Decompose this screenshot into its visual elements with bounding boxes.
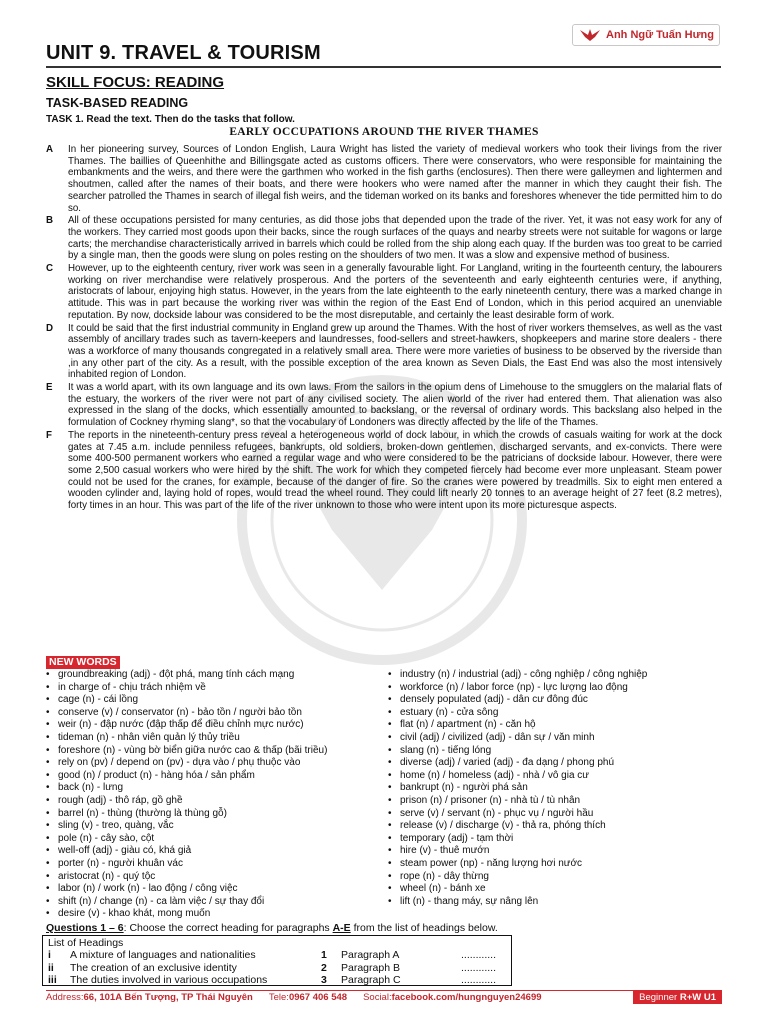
vocab-item: • shift (n) / change (n) - ca làm việc / sự thay đổi bbox=[46, 896, 384, 909]
vocab-item: • densely populated (adj) - dân cư đông đúc bbox=[388, 694, 728, 707]
questions-text-b: from the list of headings below. bbox=[350, 922, 498, 934]
level-text: Beginner bbox=[639, 992, 680, 1003]
paragraph-label: A bbox=[46, 144, 54, 155]
questions-instruction bbox=[46, 922, 498, 934]
vocab-item: • civil (adj) / civilized (adj) - dân sự / văn minh bbox=[388, 732, 728, 745]
brand-name: Anh Ngữ Tuấn Hưng bbox=[606, 29, 714, 41]
new-words-label: NEW WORDS bbox=[46, 656, 120, 669]
vocab-item: • rough (adj) - thô ráp, gồ ghề bbox=[46, 795, 384, 808]
paragraph-label: E bbox=[46, 382, 53, 394]
paragraph-text: The reports in the nineteenth-century press reveal a heterogeneous world of dock labour, in which the crowds of casuals waiting for work at the dock gates at 7.45 a.m. include penniless refugees, bankrupts, old soldiers, broken-down gentlemen, discharged servants, and ex-convicts. There were some 400-500 permanent workers who earned a regular wage and who were considered to be the patricians of dockside labour. However, there were some 2,500 casual workers who were hired by the shift. The work for which they competed fiercely had become ever more unpleasant. Steam power could not be used for the cranes, for example, because of the danger of fire. So the cranes were powered by treadmills. Six to eight men entered a wooden cylinder and, laying hold of ropes, would tread the wheel round. They could lift nearly 20 tonnes to an average height of 27 feet (8.2 metres), forty times in an hour. This was part of the life of the river unknown to those who were intent upon its more picturesque aspects. bbox=[68, 429, 722, 512]
vocab-item: • slang (n) - tiếng lóng bbox=[388, 745, 728, 758]
vocab-item: • cage (n) - cái lồng bbox=[46, 694, 384, 707]
level-badge bbox=[633, 991, 722, 1004]
heading-num: i bbox=[48, 949, 51, 961]
answer-row bbox=[321, 949, 521, 961]
vocab-item: • rope (n) - dây thừng bbox=[388, 871, 728, 884]
paragraph-label: B bbox=[46, 215, 54, 227]
paragraph-label: C bbox=[46, 263, 54, 275]
passage-title: EARLY OCCUPATIONS AROUND THE RIVER THAMES bbox=[229, 126, 539, 138]
unit-title: UNIT 9. TRAVEL & TOURISM bbox=[46, 42, 321, 64]
vocab-item: • labor (n) / work (n) - lao động / công việc bbox=[46, 883, 384, 896]
vocab-item: • aristocrat (n) - quý tộc bbox=[46, 871, 384, 884]
footer-social-label: Social: bbox=[363, 992, 392, 1003]
footer-tel: 0967 406 548 bbox=[288, 992, 348, 1003]
page-footer bbox=[46, 990, 722, 1004]
vocab-item: • estuary (n) - cửa sông bbox=[388, 707, 728, 720]
paragraph-label: F bbox=[46, 429, 52, 441]
vocab-item: • conserve (v) / conservator (n) - bảo tồn / người bảo tồn bbox=[46, 707, 384, 720]
vocab-item: • rely on (pv) / depend on (pv) - dựa vào / phụ thuộc vào bbox=[46, 757, 384, 770]
paragraph-a bbox=[46, 144, 722, 214]
passage-body bbox=[46, 144, 722, 513]
heading-text: The creation of an exclusive identity bbox=[70, 962, 237, 974]
vocab-item: • temporary (adj) - tạm thời bbox=[388, 833, 728, 846]
vocab-item: • diverse (adj) / varied (adj) - đa dạng / phong phú bbox=[388, 757, 728, 770]
footer-address: 66, 101A Bến Tượng, TP Thái Nguyên bbox=[83, 992, 253, 1003]
answer-num: 1 bbox=[321, 949, 327, 961]
vocab-item: • wheel (n) - bánh xe bbox=[388, 883, 728, 896]
heading-row bbox=[48, 949, 320, 961]
vocab-item: • release (v) / discharge (v) - thả ra, phóng thích bbox=[388, 820, 728, 833]
footer-address-label: Address: bbox=[46, 992, 84, 1003]
footer-social-link[interactable]: facebook.com/hungnguyen24699 bbox=[391, 992, 542, 1003]
vocab-item: • barrel (n) - thùng (thường là thùng gỗ) bbox=[46, 808, 384, 821]
vocab-item: • flat (n) / apartment (n) - căn hộ bbox=[388, 719, 728, 732]
questions-text-a: : Choose the correct heading for paragraphs bbox=[123, 922, 333, 934]
paragraph-text: All of these occupations persisted for many centuries, as did those jobs that depended upon the trade of the river. Yet, it was not easy work for any of the workers. They carried most goods upon their backs, since the rough surfaces of the quays and nearby streets were not suitable for wagons or large carts; the merchandise characteristically arrived in barrels which could be rolled from the ship along each quay. If the burden was too great to be carried by a single man, then the goods were slung on poles resting on the shoulders of two men. It was a slow and expensive method of business. bbox=[68, 215, 722, 262]
answer-blank[interactable]: ............ bbox=[461, 949, 497, 961]
paragraph-f bbox=[46, 430, 722, 512]
vocab-item: • lift (n) - thang máy, sự nâng lên bbox=[388, 896, 728, 909]
vocab-item: • sling (v) - treo, quàng, vắc bbox=[46, 820, 384, 833]
paragraph-text: However, up to the eighteenth century, river work was seen in a generally favourable light. For Langland, writing in the fourteenth century, the labourers working on river merchandise were relatively prosperous. And the porters of the seventeenth and early eighteenth centuries were, if anything, aristocrats of labour, enjoying high status. However, in the years from the late eighteenth to the early nineteenth century, there was a marked change in attitude. This was in part because the working river was within the region of the East End of London, which in this period acquired an unenviable reputation. By now, dockside labour was considered to be the most disreputable, and certainly the least desirable form of work. bbox=[68, 263, 722, 321]
answer-blank[interactable]: ............ bbox=[461, 962, 497, 974]
answer-num: 2 bbox=[321, 962, 327, 974]
vocab-item: • foreshore (n) - vùng bờ biển giữa nước cao & thấp (bãi triều) bbox=[46, 745, 384, 758]
task-instruction: TASK 1. Read the text. Then do the tasks that follow. bbox=[46, 114, 295, 125]
answer-label: Paragraph B bbox=[341, 962, 400, 974]
heading-text: A mixture of languages and nationalities bbox=[70, 949, 256, 961]
paragraph-d bbox=[46, 323, 722, 382]
vocab-item: • in charge of - chịu trách nhiệm về bbox=[46, 682, 384, 695]
title-divider bbox=[46, 66, 721, 68]
vocab-list-left bbox=[46, 669, 384, 921]
answer-label: Paragraph A bbox=[341, 949, 400, 961]
answer-row bbox=[321, 974, 521, 986]
paragraph-text: It was a world apart, with its own language and its own laws. From the sailors in the opium dens of Limehouse to the smugglers on the malarial flats of the estuary, the workers of the river were not part of any civilised society. The alien world of the river had entered them. That alienation was also expressed in the slang of the docks, which essentially amounted to backslang, or the reversal of ordinary words. This backslang also helped in the formulation of Cockney rhyming slang*, so that the vocabulary of Londoners was directly affected by the life of the Thames. bbox=[68, 382, 722, 429]
heading-row bbox=[48, 974, 320, 986]
vocab-list-right bbox=[388, 669, 728, 908]
paragraph-text: It could be said that the first industrial community in England grew up around the Thames. With the host of river workers themselves, as well as the vast assembly of ancillary trades such as tavern-keepers and laundresses, food-sellers and street-hawkers, shopkeepers and marine store dealers - there was a workforce of many thousands congregated in a relatively small area. There were more varieties of business to be observed by the riverside than ,in any other part of the city. As a result, with the possible exception of the area known as Seven Dials, the East End was also the most intensively inhabited region of London. bbox=[68, 322, 722, 381]
paragraph-b bbox=[46, 215, 722, 262]
heading-text: The duties involved in various occupations bbox=[70, 974, 268, 986]
answer-num: 3 bbox=[321, 974, 327, 986]
questions-para-range: A-E bbox=[332, 922, 351, 934]
paragraph-c bbox=[46, 263, 722, 322]
vocab-item: • home (n) / homeless (adj) - nhà / vô gia cư bbox=[388, 770, 728, 783]
vocab-item: • good (n) / product (n) - hàng hóa / sản phẩm bbox=[46, 770, 384, 783]
vocab-item: • workforce (n) / labor force (np) - lực lượng lao động bbox=[388, 682, 728, 695]
vocab-item: • well-off (adj) - giàu có, khá giả bbox=[46, 845, 384, 858]
list-of-headings-box bbox=[42, 935, 512, 986]
vocab-item: • groundbreaking (adj) - đột phá, mang tính cách mạng bbox=[46, 669, 384, 682]
paragraph-label: D bbox=[46, 322, 54, 334]
vocab-item: • pole (n) - cây sào, cột bbox=[46, 833, 384, 846]
answer-blank[interactable]: ............ bbox=[461, 974, 497, 986]
vocab-item: • back (n) - lưng bbox=[46, 782, 384, 795]
vocab-item: • industry (n) / industrial (adj) - công nghiệp / công nghiệp bbox=[388, 669, 728, 682]
heading-num: ii bbox=[48, 962, 54, 974]
vocab-item: • desire (v) - khao khát, mong muốn bbox=[46, 908, 384, 921]
vocab-item: • prison (n) / prisoner (n) - nhà tù / tù nhân bbox=[388, 795, 728, 808]
vocab-item: • tideman (n) - nhân viên quản lý thủy triều bbox=[46, 732, 384, 745]
paragraph-e bbox=[46, 382, 722, 429]
vocab-item: • bankrupt (n) - người phá sản bbox=[388, 782, 728, 795]
brand-logo bbox=[572, 24, 720, 46]
vocab-item: • weir (n) - đập nước (đập thấp để điều chỉnh mực nước) bbox=[46, 719, 384, 732]
task-based-heading: TASK-BASED READING bbox=[46, 96, 189, 110]
answer-row bbox=[321, 962, 521, 974]
footer-tel-label: Tele: bbox=[268, 992, 289, 1003]
course-text: R+W U1 bbox=[679, 992, 716, 1003]
vocab-item: • porter (n) - người khuân vác bbox=[46, 858, 384, 871]
vocab-item: • hire (v) - thuê mướn bbox=[388, 845, 728, 858]
heading-row bbox=[48, 962, 320, 974]
headings-box-title: List of Headings bbox=[48, 937, 124, 949]
heading-num: iii bbox=[48, 974, 57, 986]
paragraph-text: In her pioneering survey, Sources of London English, Laura Wright has listed the variety of medieval workers who took their livings from the river Thames. The baillies of Queenhithe and Billingsgate acted as customs officers. There were conservators, who were responsible for maintaining the embankments and the weirs, and there were the garthmen who worked in the fish garths (enclosures). Then there were galleymen and lightermen and shoutmen, called after the names of their boats, and there were hookers who were named after the manner in which they caught their fish. The searcher patrolled the Thames in search of illegal fish weirs, and the tideman worked on its banks and foreshores whenever the tide permitted him to do so. bbox=[68, 144, 722, 214]
eagle-logo-icon bbox=[578, 27, 602, 43]
answer-label: Paragraph C bbox=[341, 974, 401, 986]
vocab-item: • steam power (np) - năng lượng hơi nước bbox=[388, 858, 728, 871]
skill-focus-heading: SKILL FOCUS: READING bbox=[46, 74, 225, 91]
vocab-item: • serve (v) / servant (n) - phục vụ / người hầu bbox=[388, 808, 728, 821]
questions-range: Questions 1 – 6 bbox=[46, 922, 124, 934]
